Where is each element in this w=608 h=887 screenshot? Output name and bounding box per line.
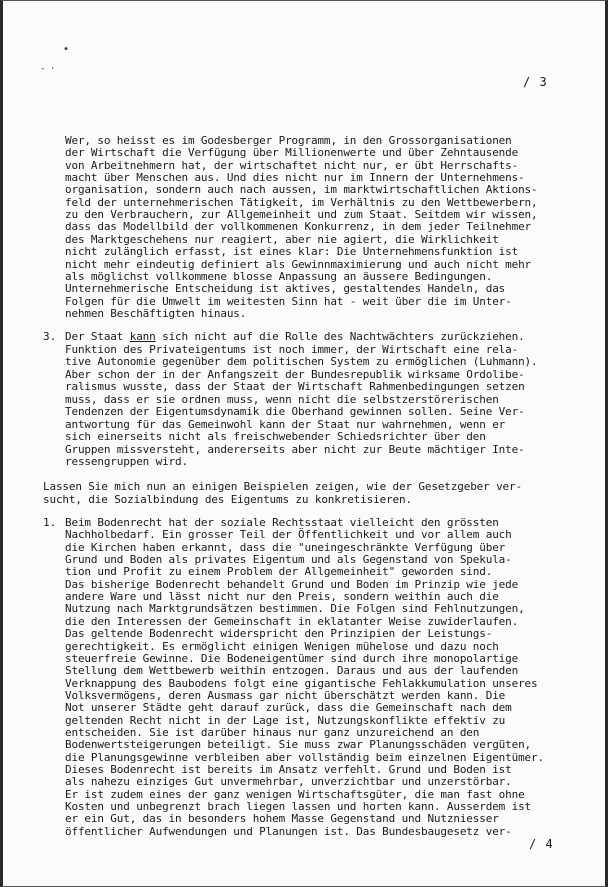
text-line: tion und Profit zu einem Problem der Allgemeinheit" geworden sind. <box>65 565 493 579</box>
text-line: antwortung für das Gemeinwohl kann der Staat nur wahrnehmen, wenn er <box>65 417 506 431</box>
text-line: nehmen Beschäftigten hinaus. <box>65 306 247 320</box>
text-line: Das bisherige Bodenrecht behandelt Grund und Boden im Prinzip wie jede <box>65 577 519 591</box>
text-line: Kosten und unbegrenzt brach liegen lassen und horten kann. Ausserdem ist <box>65 800 532 814</box>
text-line: Das geltende Bodenrecht widerspricht den Prinzipien der Leistungs- <box>65 627 493 641</box>
text-line: Nachholbedarf. Ein grosser Teil der Öffentlichkeit und vor allem auch <box>65 528 512 542</box>
text-line: der Wirtschaft die Verfügung über Millionenwerte und über Zehntausende <box>65 146 519 160</box>
text-line: nicht zulänglich erfasst, ist eines klar: Die Unternehmensfunktion ist <box>65 245 519 259</box>
text-line: Er ist zudem eines der ganz wenigen Wirtschaftsgüter, die man fast ohne <box>65 787 525 801</box>
text-line: Not unserer Städte geht darauf zurück, dass die Gemeinschaft nach dem <box>65 701 512 715</box>
scan-speck-mark: • <box>63 44 70 55</box>
text-line: dass das Modellbild der vollkommenen Konkurrenz, in dem jeder Teilnehmer <box>65 220 532 234</box>
text-line: Dieses Bodenrecht ist bereits im Ansatz verfehlt. Grund und Boden ist <box>65 763 512 776</box>
text-line: nicht mehr eindeutig definiert als Gewinnmaximierung und auch nicht mehr <box>65 257 532 271</box>
text-line: ralismus wusste, dass der Staat der Wirtschaft Rahmenbedingungen setzen <box>65 380 525 393</box>
scan-dash-mark: - <box>40 64 46 74</box>
text-line: Lassen Sie mich nun an einigen Beispielen zeigen, wie der Gesetzgeber ver- <box>43 480 522 493</box>
text-line: als möglichst vollkommene blosse Anpassung an äussere Bedingungen. <box>65 269 493 283</box>
text-line: gerechtigkeit. Es ermöglicht einigen Wenigen mühelose und dazu noch <box>65 639 499 653</box>
text-line: Wer, so heisst es im Godesberger Programm, in den Grossorganisationen <box>65 134 512 147</box>
text-line: steuerfreie Gewinne. Die Bodeneigentümer sind durch ihre monopolartige <box>65 651 519 665</box>
text-line: Grund und Boden als privates Eigentum und als Gegenstand von Spekula- <box>65 553 512 567</box>
text-line: die Kirchen haben erkannt, dass die "uneingeschränkte Verfügung über <box>65 540 506 554</box>
text-line: ressengruppen wird. <box>65 455 188 468</box>
text-line: des Marktgeschehens nur reagiert, aber nie agiert, die Wirklichkeit <box>65 232 499 246</box>
text-line: Funktion des Privateigentums ist noch immer, der Wirtschaft eine rela- <box>65 342 519 356</box>
text-line: sich einerseits nicht als freischwebender Schiedsrichter über den <box>65 430 486 443</box>
text-line: Nutzung nach Marktgrundsätzen bestimmen. Die Folgen sind Fehlnutzungen, <box>65 602 525 616</box>
text-line: von Arbeitnehmern hat, der wirtschaftet nicht nur, er übt Herrschafts- <box>65 158 519 172</box>
text-line: öffentlicher Aufwendungen und Planungen ist. Das Bundesbaugesetz ver- <box>65 824 512 838</box>
page-number-top: / 3 <box>523 75 548 89</box>
scan-dot-mark: · <box>50 64 56 74</box>
list-item-3-first-line <box>65 331 525 343</box>
list-number-1: 1. <box>43 516 57 529</box>
text-line: andere Ware und lässt nicht nur den Preis, sondern weithin auch die <box>65 590 499 604</box>
text-line: Aber schon der in der Anfangszeit der Bundesrepublik wirksame Ordolibe- <box>65 367 525 381</box>
text-line: Beim Bodenrecht hat der soziale Rechtsstaat vielleicht den grössten <box>65 516 499 529</box>
text-line: Unternehmerische Entscheidung ist aktives, gestaltendes Handeln, das <box>65 282 506 296</box>
text-line: als nahezu einziges Gut unvermehrbar, unverzichtbar und unzerstörbar. <box>65 775 512 789</box>
text-line: feld der unternehmerischen Tätigkeit, im Verhältnis zu den Wettbewerbern, <box>65 195 538 209</box>
text-line: organisation, sondern auch nach aussen, im marktwirtschaftlichen Aktions- <box>65 183 538 197</box>
text-line: Folgen für die Umwelt im weitesten Sinn hat - weit über die im Unter- <box>65 294 512 308</box>
text-line: er ein Gut, das in besonders hohem Masse Gegenstand und Nutzniesser <box>65 812 499 826</box>
text-line: Bodenwertsteigerungen beteiligt. Sie muss zwar Planungsschäden vergüten, <box>65 738 532 752</box>
text-line: Stellung dem Wettbewerb weithin entzogen. Daraus und aus der laufenden <box>65 664 519 678</box>
text-run: Der Staat <box>65 330 130 343</box>
text-line: geltenden Recht nicht in der Lage ist, Nutzungskonflikte effektiv zu <box>65 713 506 727</box>
list-number-3: 3. <box>43 330 57 343</box>
text-line: tive Autonomie gegenüber dem politischen System zu ermöglichen (Luhmann). <box>65 355 538 368</box>
page-number-bottom: / 4 <box>529 837 554 851</box>
text-line: entscheiden. Sie ist darüber hinaus nur ganz unzureichend an den <box>65 725 480 739</box>
text-run: sich nicht auf die Rolle des Nachtwächters zurückziehen. <box>155 330 525 343</box>
text-line: Gruppen missversteht, andererseits aber nicht zur Beute mächtiger Inte- <box>65 442 525 456</box>
text-line: die den Interessen der Gemeinschaft in eklatanter Weise zuwiderlaufen. <box>65 614 519 628</box>
text-line: zu den Verbrauchern, zur Allgemeinheit und zum Staat. Seitdem wir wissen, <box>65 208 538 222</box>
text-line: die Planungsgewinne verbleiben aber vollständig beim einzelnen Eigentümer. <box>65 750 544 764</box>
text-line: macht über Menschen aus. Und dies nicht nur im Innern der Unternehmens- <box>65 171 525 185</box>
text-line: Volksvermögens, deren Ausmass gar nicht überschätzt werden kann. Die <box>65 688 506 702</box>
text-line: Verknappung des Baubodens folgt eine gigantische Fehlakkumulation unseres <box>65 676 538 690</box>
text-line: muss, dass er sie ordnen muss, wenn nicht die selbstzerstörerischen <box>65 392 499 406</box>
text-line: sucht, die Sozialbindung des Eigentums zu konkretisieren. <box>43 492 412 506</box>
underlined-word-kann: kann <box>129 330 156 343</box>
text-line: Tendenzen der Eigentumsdynamik die Oberhand gewinnen sollen. Seine Ver- <box>65 405 525 418</box>
